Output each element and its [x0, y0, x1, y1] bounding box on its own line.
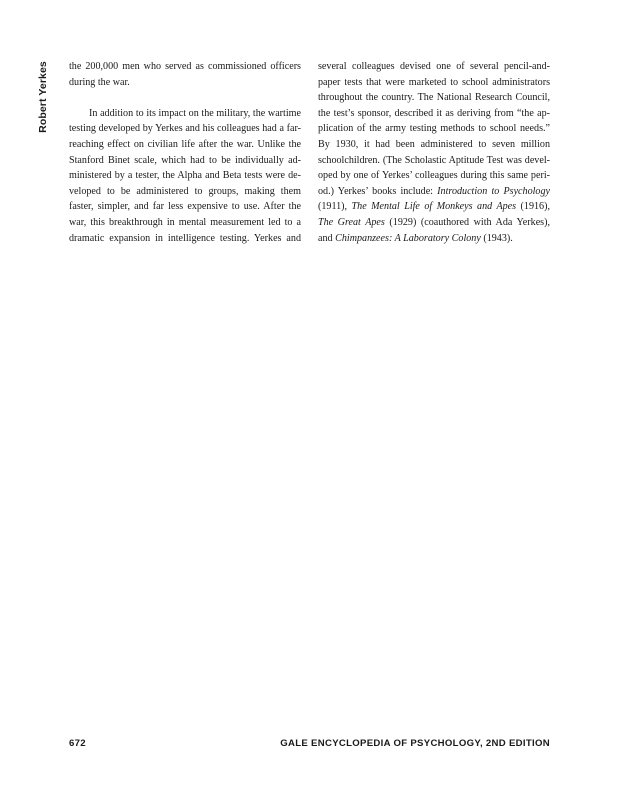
text-line: paper tests that were marketed to school administrators	[318, 76, 550, 88]
text-line: faster, simpler, and far less expensive to use. After the	[69, 201, 301, 213]
paragraph-gap	[69, 90, 301, 106]
text-fragment: (1943).	[480, 232, 513, 244]
book-title-chimpanzees: Chimpanzees: A Laboratory Colony	[335, 232, 481, 244]
left-column	[69, 59, 301, 246]
text-line: ministered by a tester, the Alpha and Beta tests were de-	[69, 170, 301, 182]
running-head-text: Robert Yerkes	[37, 61, 49, 133]
text-line: dramatic expansion in intelligence testing. Yerkes and	[69, 232, 301, 244]
text-line: schoolchildren. (The Scholastic Aptitude Test was devel-	[318, 154, 550, 166]
text-line: testing developed by Yerkes and his colleagues had a far-	[69, 123, 301, 135]
text-line	[318, 231, 550, 247]
text-line: the test’s sponsor, described it as deriving from “the ap-	[318, 107, 550, 119]
text-line	[318, 184, 550, 200]
text-line: plication of the army testing methods to school needs.”	[318, 123, 550, 135]
text-fragment: od.) Yerkes’ books include:	[318, 185, 438, 197]
book-title-great-apes: The Great Apes	[318, 216, 385, 228]
text-line: Stanford Binet scale, which had to be individually ad-	[69, 154, 301, 166]
text-line: several colleagues devised one of several pencil-and-	[318, 61, 550, 72]
publication-title: GALE ENCYCLOPEDIA OF PSYCHOLOGY, 2ND EDITION	[280, 738, 550, 749]
right-column	[318, 59, 550, 246]
text-line	[318, 199, 550, 215]
text-line: during the war.	[69, 76, 130, 88]
text-fragment: and	[318, 232, 336, 244]
text-line	[318, 215, 550, 231]
text-line: By 1930, it had been administered to seven million	[318, 138, 550, 150]
running-head	[34, 62, 52, 132]
text-fragment: (1916),	[516, 201, 550, 213]
text-line: throughout the country. The National Research Council,	[318, 92, 550, 104]
text-line: veloped to be administered to groups, making them	[69, 185, 301, 197]
book-title-introduction-to-psychology: Introduction to Psychology	[437, 185, 551, 197]
text-line: In addition to its impact on the military, the wartime	[89, 107, 301, 119]
book-title-mental-life: The Mental Life of Monkeys and Apes	[351, 201, 517, 213]
page-number: 672	[69, 738, 86, 749]
text-fragment: (1911),	[318, 201, 352, 213]
text-line: reaching effect on civilian life after the war. Unlike the	[69, 138, 301, 150]
text-fragment: (1929) (coauthored with Ada Yerkes),	[384, 216, 550, 228]
text-line: war, this breakthrough in mental measurement led to a	[69, 216, 301, 228]
text-line: the 200,000 men who served as commissioned officers	[69, 61, 301, 72]
text-line: oped by one of Yerkes’ colleagues during this same peri-	[318, 170, 550, 182]
